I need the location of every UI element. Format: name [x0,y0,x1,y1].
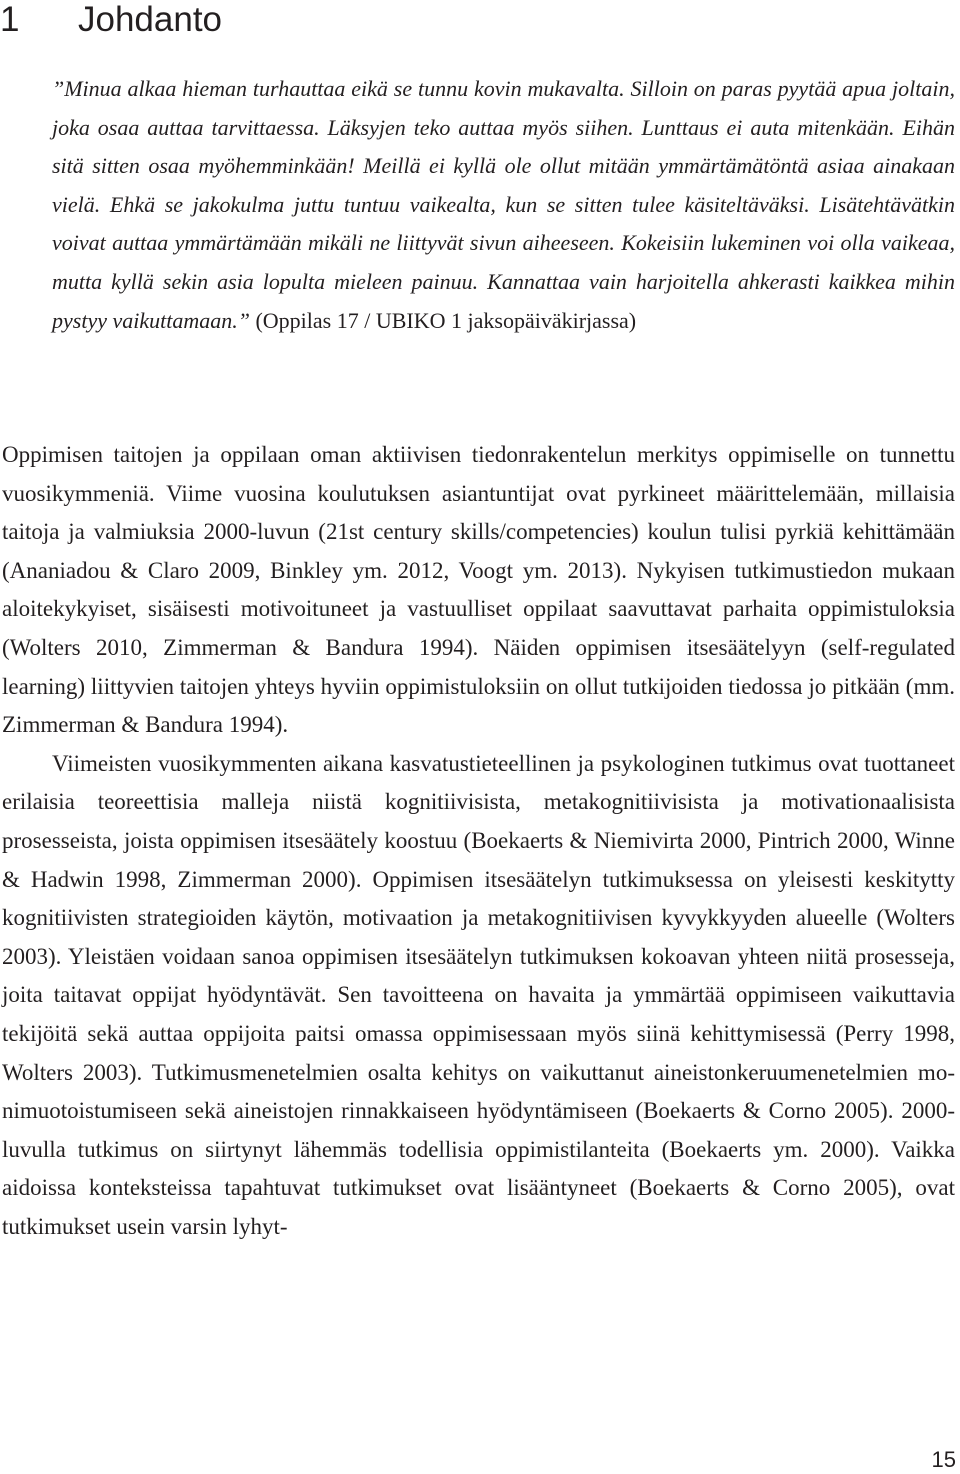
student-quote [52,70,955,340]
paragraph-2: Viimeisten vuosikymmenten aikana kasvatustieteellinen ja psykologinen tutkimus ovat tuottaneet erilaisia teoreettisia malleja niistä kognitiivisista, metakognitiivisista ja motivationaalisista prosesseista, joista oppimisen itsesäätely koostuu (Boekaerts & Niemivirta 2000, Pintrich 2000, Winne & Hadwin 1998, Zimmerman 2000). Oppimisen itsesäätelyn tutkimuksessa on yleisesti keskitytty kognitiivisten strategioiden käytön, motivaation ja metakognitiivisen kyvykkyyden alueelle (Wolters 2003). Yleistäen voidaan sanoa oppimisen itsesäätelyn tutkimuksen kokoavan yhteen niitä prosesseja, joita taitavat oppijat hyödyntävät. Sen tavoitteena on havaita ja ymmärtää oppimiseen vaikuttavia tekijöitä sekä auttaa oppijoita paitsi omassa oppimisessaan myös siinä kehittymisessä (Perry 1998, Wolters 2003). Tutkimusmenetelmien osalta kehitys on vaikuttanut aineistonkeruumenetelmien monimuotoistumiseen sekä aineistojen rinnakkaiseen hyödyntämiseen (Boekaerts & Corno 2005). 2000-luvulla tutkimus on siirtynyt lähemmäs todellisia oppimistilanteita (Boekaerts ym. 2000). Vaikka aidoissa konteksteissa tapahtuvat tutkimukset ovat lisääntyneet (Boekaerts & Corno 2005), ovat tutkimukset usein varsin lyhyt- [2,750,955,1239]
chapter-title: Johdanto [78,0,223,39]
chapter-number: 1 [0,0,20,39]
chapter-heading [0,0,222,40]
body-text [2,436,955,1246]
page-number: 15 [931,1447,956,1472]
quote-source: (Oppilas 17 / UBIKO 1 jaksopäiväkirjassa) [255,307,637,333]
paragraph-1: Oppimisen taitojen ja oppilaan oman aktiivisen tiedonrakentelun merkitys oppimiselle on tunnettu vuosikymmeniä. Viime vuosina koulutuksen asiantuntijat ovat pyrkineet määrittelemään, millaisia taitoja ja valmiuksia 2000-luvun (21st century skills/competencies) koulun tulisi pyrkiä kehittämään (Ananiadou & Claro 2009, Binkley ym. 2012, Voogt ym. 2013). Nykyisen tutkimustiedon mukaan aloitekykyiset, sisäisesti motivoituneet ja vastuulliset oppilaat saavuttavat parhaita oppimistuloksia (Wolters 2010, Zimmerman & Bandura 1994). Näiden oppimisen itsesäätelyyn (self-regulated learning) liittyvien taitojen yhteys hyviin oppimistuloksiin on ollut tutkijoiden tiedossa jo pitkään (mm. Zimmerman & Bandura 1994). [2,442,955,738]
quote-text: ”Minua alkaa hieman turhauttaa eikä se tunnu kovin mukavalta. Silloin on paras pyytää apua joltain, joka osaa auttaa tarvittaessa. Läksyjen teko auttaa myös siihen. Lunttaus ei auta mitenkään. Eihän sitä sitten osaa myöhemminkään! Meillä ei kyllä ole ollut mitään ymmärtämätöntä asiaa ainakaan vielä. Ehkä se jakokulma juttu tuntuu vaikealta, kun se sitten tulee käsiteltäväksi. Lisätehtävätkin voivat auttaa ymmärtämään mikäli ne liittyvät sivun aiheeseen. Kokeisiin lukeminen voi olla vaikeaa, mutta kyllä sekin asia lopulta mieleen painuu. Kannattaa vain harjoitella ahkerasti kaikkea mihin pystyy vaikuttamaan.” [52,76,955,333]
